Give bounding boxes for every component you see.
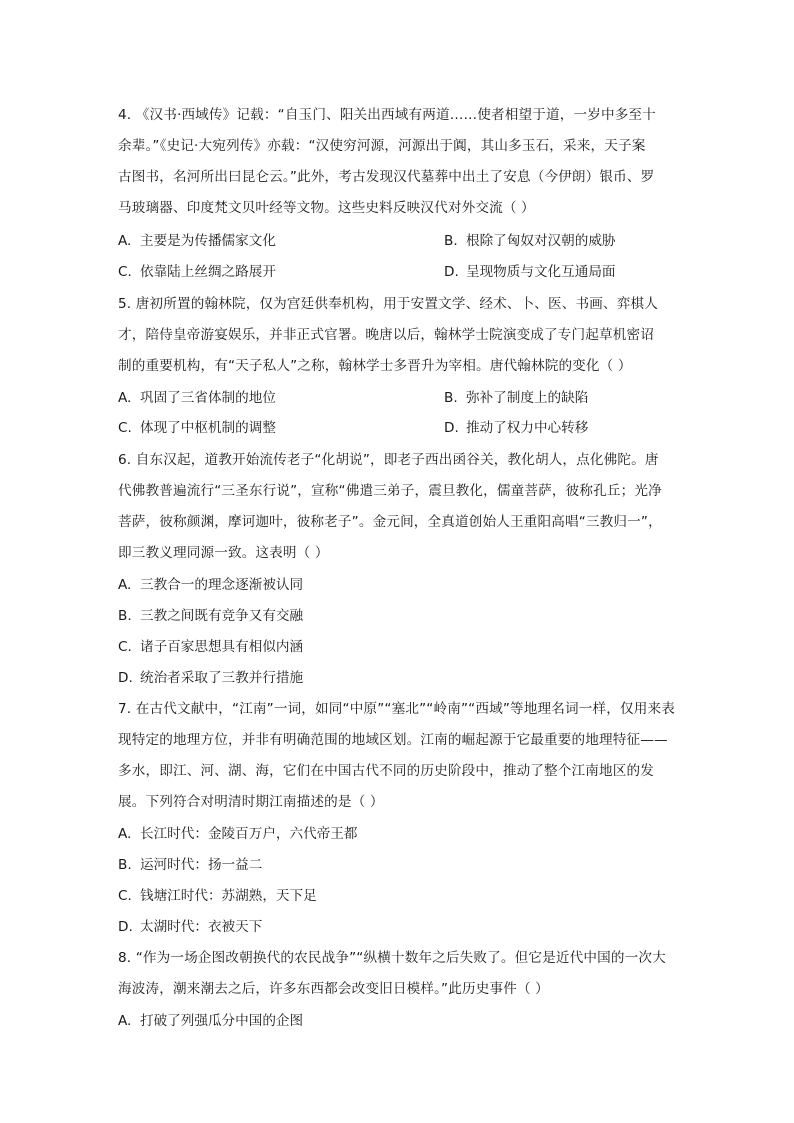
q8-option-a: A. 打破了列强瓜分中国的企图 [118,1013,304,1029]
q4-stem-line-4: 马玻璃器、印度梵文贝叶经等文物。这些史料反映汉代对外交流（ ） [118,200,535,216]
q7-option-b: B. 运河时代：扬一益二 [118,857,263,873]
q8-stem-line-2: 海波涛，潮来潮去之后，许多东西都会改变旧日模样。”此历史事件（ ） [118,981,549,997]
q5-stem-line-1: 5. 唐初所置的翰林院，仅为宫廷供奉机构，用于安置文学、经术、卜、医、书画、弈棋人 [118,296,659,312]
q5-option-b: B. 弥补了制度上的缺陷 [444,390,589,406]
q5-option-a: A. 巩固了三省体制的地位 [118,390,276,406]
q6-option-d: D. 统治者采取了三教并行措施 [118,670,304,686]
q5-option-d: D. 推动了权力中心转移 [444,420,589,436]
q7-stem-line-2: 现特定的地理方位，并非有明确范围的地域区划。江南的崛起源于它最重要的地理特征—— [118,732,668,748]
q4-stem-line-2: 余辈。”《史记·大宛列传》亦载：“汉使穷河源，河源出于阗，其山多玉石，采来，天子案 [118,138,646,154]
q6-option-a: A. 三教合一的理念逐渐被认同 [118,577,304,593]
q4-option-b: B. 根除了匈奴对汉朝的威胁 [444,233,616,249]
q5-option-c: C. 体现了中枢机制的调整 [118,420,276,436]
q7-stem-line-3: 多水，即江、河、湖、海，它们在中国古代不同的历史阶段中，推动了整个江南地区的发 [118,763,655,779]
q4-option-d: D. 呈现物质与文化互通局面 [444,264,616,280]
q7-stem-line-1: 7. 在古代文献中，“江南”一词，如同“中原”“塞北”“岭南”“西域”等地理名词一样，仅用来表 [118,701,675,717]
q6-stem-line-2: 代佛教普遍流行“三圣东行说”，宣称“佛遣三弟子，震旦教化，儒童菩萨，彼称孔丘；光净 [118,483,662,499]
q6-stem-line-1: 6. 自东汉起，道教开始流传老子“化胡说”，即老子西出函谷关，教化胡人，点化佛陀。唐 [118,452,659,468]
q6-option-b: B. 三教之间既有竞争又有交融 [118,608,304,624]
q4-stem-line-1: 4. 《汉书·西域传》记载：“自玉门、阳关出西域有两道……使者相望于道，一岁中多至十 [118,107,656,123]
q5-stem-line-2: 才，陪侍皇帝游宴娱乐，并非正式官署。晚唐以后，翰林学士院演变成了专门起草机密诏 [118,327,655,343]
q7-option-c: C. 钱塘江时代：苏湖熟，天下足 [118,888,317,904]
q7-option-d: D. 太湖时代：衣被天下 [118,919,263,935]
q4-option-c: C. 依靠陆上丝绸之路展开 [118,264,276,280]
q6-stem-line-3: 菩萨，彼称颜渊，摩诃迦叶，彼称老子”。金元间，全真道创始人王重阳高唱“三教归一”， [118,514,662,530]
q6-stem-line-4: 即三教义理同源一致。这表明（ ） [118,545,329,561]
q5-stem-line-3: 制的重要机构，有“天子私人”之称，翰林学士多晋升为宰相。唐代翰林院的变化（ ） [118,358,632,374]
q7-option-a: A. 长江时代：金陵百万户，六代帝王都 [118,826,358,842]
q8-stem-line-1: 8. “作为一场企图改朝换代的农民战争”“纵横十数年之后失败了。但它是近代中国的一次大 [118,950,666,966]
q4-option-a: A. 主要是为传播儒家文化 [118,233,276,249]
q4-stem-line-3: 古图书，名河所出曰昆仑云。”此外，考古发现汉代墓葬中出土了安息（今伊朗）银币、罗 [118,169,655,185]
q6-option-c: C. 诸子百家思想具有相似内涵 [118,639,304,655]
q7-stem-line-4: 展。下列符合对明清时期江南描述的是（ ） [118,794,384,810]
